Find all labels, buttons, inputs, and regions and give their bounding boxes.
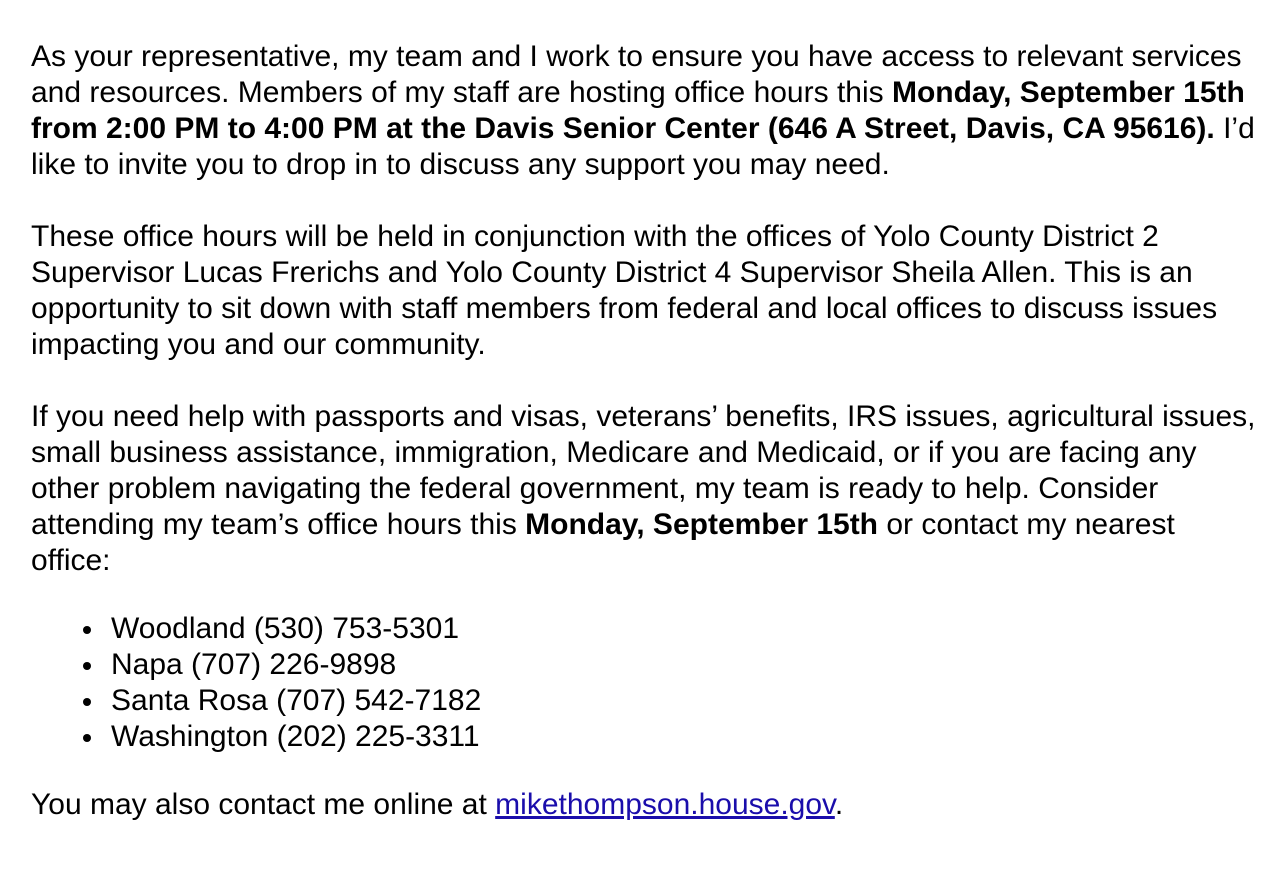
office-item-woodland xyxy=(111,611,1256,647)
bullet-icon xyxy=(83,698,91,706)
bullet-icon xyxy=(83,662,91,670)
paragraph-conjunction: These office hours will be held in conjunction with the offices of Yolo County District 2 Supervisor Lucas Frerichs and Yolo County District 4 Supervisor Sheila Allen. This is an opportunity to sit down with staff members from federal and local offices to discuss issues impacting you and our community. xyxy=(31,220,1218,361)
office-label: Woodland (530) 753-5301 xyxy=(111,612,460,645)
office-list xyxy=(31,611,1256,755)
closing-period: . xyxy=(834,788,844,821)
website-link[interactable]: mikethompson.house.gov xyxy=(495,788,835,821)
invite-text-start: As your representative, my team and I work to ensure you have access to relevant services and resources. Members of my staff are hosting office hours this xyxy=(31,40,1242,109)
invite-text-end: I’d like to invite you to drop in to discuss any support you may need. xyxy=(31,112,1255,181)
closing-text: You may also contact me online at xyxy=(31,788,496,821)
office-label: Washington (202) 225-3311 xyxy=(111,720,480,753)
event-details: Monday, September 15th from 2:00 PM to 4:00 PM at the Davis Senior Center (646 A Street, Davis, CA 95616). xyxy=(31,76,1245,145)
office-label: Santa Rosa (707) 542-7182 xyxy=(111,684,482,717)
help-text-start: If you need help with passports and visas, veterans’ benefits, IRS issues, agricultural issues, small business assistance, immigration, Medicare and Medicaid, or if you are facing any other problem navigating the federal government, my team is ready to help. Consider attending my team’s office hours this xyxy=(31,400,1256,541)
office-item-santa-rosa xyxy=(111,683,1256,719)
event-date: Monday, September 15th xyxy=(525,508,879,541)
paragraph-closing xyxy=(31,787,1256,823)
office-label: Napa (707) 226-9898 xyxy=(111,648,397,681)
office-item-washington xyxy=(111,719,1256,755)
bullet-icon xyxy=(83,626,91,634)
paragraph-office-hours-invite xyxy=(31,39,1256,183)
email-body xyxy=(31,39,1256,823)
paragraph-help-topics xyxy=(31,399,1256,579)
help-text-end: or contact my nearest office: xyxy=(31,508,1175,577)
bullet-icon xyxy=(83,734,91,742)
office-item-napa xyxy=(111,647,1256,683)
